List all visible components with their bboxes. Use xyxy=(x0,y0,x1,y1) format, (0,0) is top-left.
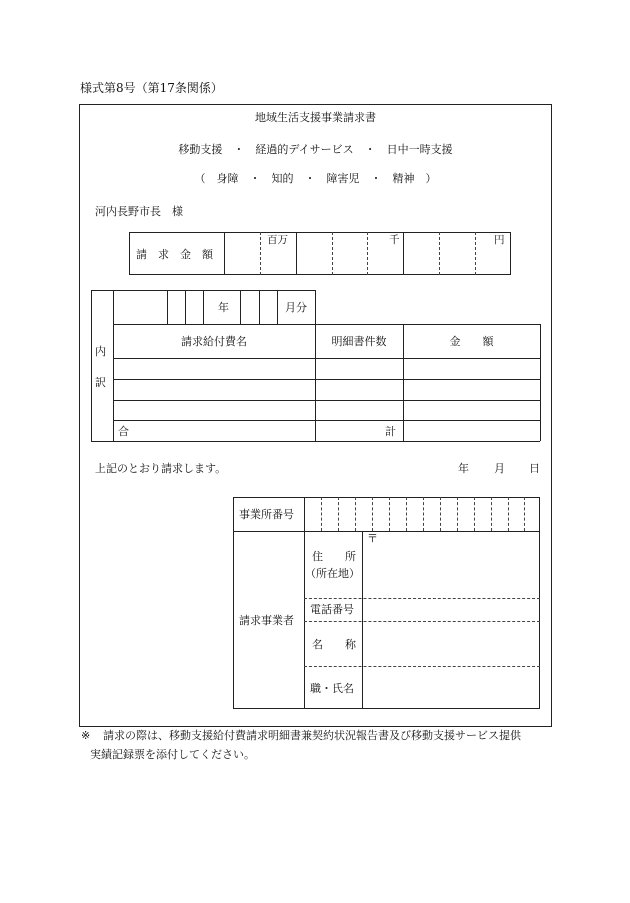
office-digit-separator xyxy=(508,497,509,531)
breakdown-side-label-2: 訳 xyxy=(95,376,106,389)
office-digit-separator xyxy=(440,497,441,531)
breakdown-header-top xyxy=(113,324,540,325)
digit-group-line xyxy=(296,232,297,275)
note-line-2: 実績記録票を添付してください。 xyxy=(90,748,255,761)
request-statement: 上記のとおり請求します。 xyxy=(95,462,227,475)
period-cell-line xyxy=(240,290,241,324)
amount-divider xyxy=(224,232,225,275)
provider-column-line xyxy=(362,531,363,709)
year-label: 年 xyxy=(218,301,229,314)
office-digit-separator xyxy=(389,497,390,531)
form-title: 地域生活支援事業請求書 xyxy=(255,111,376,124)
digit-separator xyxy=(475,232,476,275)
total-label-right: 計 xyxy=(385,425,396,438)
period-cell-line xyxy=(259,290,260,324)
header-statement-count: 明細書件数 xyxy=(331,335,387,348)
office-digit-separator xyxy=(457,497,458,531)
office-digit-separator xyxy=(338,497,339,531)
digit-separator xyxy=(439,232,440,275)
unit-yen: 円 xyxy=(494,234,505,246)
office-digit-separator xyxy=(423,497,424,531)
header-amount: 金 額 xyxy=(449,335,494,348)
table-row xyxy=(113,420,540,421)
claimant-label: 請求事業者 xyxy=(239,614,294,627)
digit-separator xyxy=(260,232,261,275)
month-label: 月分 xyxy=(285,301,307,314)
breakdown-right-border xyxy=(540,324,541,441)
title-name-label: 職・氏名 xyxy=(310,682,354,695)
note-mark: ※ xyxy=(81,729,91,742)
office-digit-separator xyxy=(321,497,322,531)
office-number-label: 事業所番号 xyxy=(239,508,294,521)
digit-separator xyxy=(332,232,333,275)
amount-label: 請 求 金 額 xyxy=(136,248,213,261)
office-digit-separator xyxy=(491,497,492,531)
period-cell-line xyxy=(185,290,186,324)
breakdown-left-border xyxy=(91,290,92,441)
date-day: 日 xyxy=(529,462,540,475)
period-cell-line xyxy=(203,290,204,324)
office-digit-separator xyxy=(474,497,475,531)
table-row xyxy=(113,379,540,380)
address-label: 住 所 xyxy=(312,550,356,563)
unit-million: 百万 xyxy=(267,234,288,246)
provider-row-line xyxy=(304,598,540,599)
breakdown-column-line xyxy=(315,290,316,441)
digit-separator xyxy=(367,232,368,275)
postal-mark: 〒 xyxy=(367,532,378,545)
table-row xyxy=(113,358,540,359)
office-digit-separator xyxy=(355,497,356,531)
period-cell-line xyxy=(277,290,278,324)
breakdown-side-label-1: 内 xyxy=(95,345,106,358)
service-types: 移動支援 ・ 経過的デイサービス ・ 日中一時支援 xyxy=(178,143,453,156)
date-month: 月 xyxy=(494,462,505,475)
address-label-sub: （所在地） xyxy=(305,567,360,580)
table-row xyxy=(113,400,540,401)
office-digit-separator xyxy=(524,497,525,531)
unit-thousand: 千 xyxy=(389,234,400,246)
provider-row-line xyxy=(304,621,540,622)
period-cell-line xyxy=(167,290,168,324)
disability-categories: （ 身障 ・ 知的 ・ 障害児 ・ 精神 ） xyxy=(194,172,437,185)
breakdown-bottom-border xyxy=(91,441,540,442)
provider-table xyxy=(233,497,540,709)
note-line-1: 請求の際は、移動支援給付費請求明細書兼契約状況報告書及び移動支援サービス提供 xyxy=(103,729,521,742)
office-digit-separator xyxy=(406,497,407,531)
form-number: 様式第8号（第17条関係） xyxy=(80,81,223,95)
header-benefit-name: 請求給付費名 xyxy=(181,335,247,348)
name-label: 名 称 xyxy=(312,638,356,651)
provider-row-line xyxy=(233,531,540,532)
addressee: 河内長野市長 様 xyxy=(95,205,183,218)
phone-label: 電話番号 xyxy=(310,603,354,616)
office-digit-separator xyxy=(372,497,373,531)
date-year: 年 xyxy=(458,462,469,475)
breakdown-side-divider xyxy=(113,290,114,441)
provider-row-line xyxy=(304,666,540,667)
total-label-left: 合 xyxy=(118,425,129,438)
digit-group-line xyxy=(403,232,404,275)
provider-column-line xyxy=(304,497,305,709)
